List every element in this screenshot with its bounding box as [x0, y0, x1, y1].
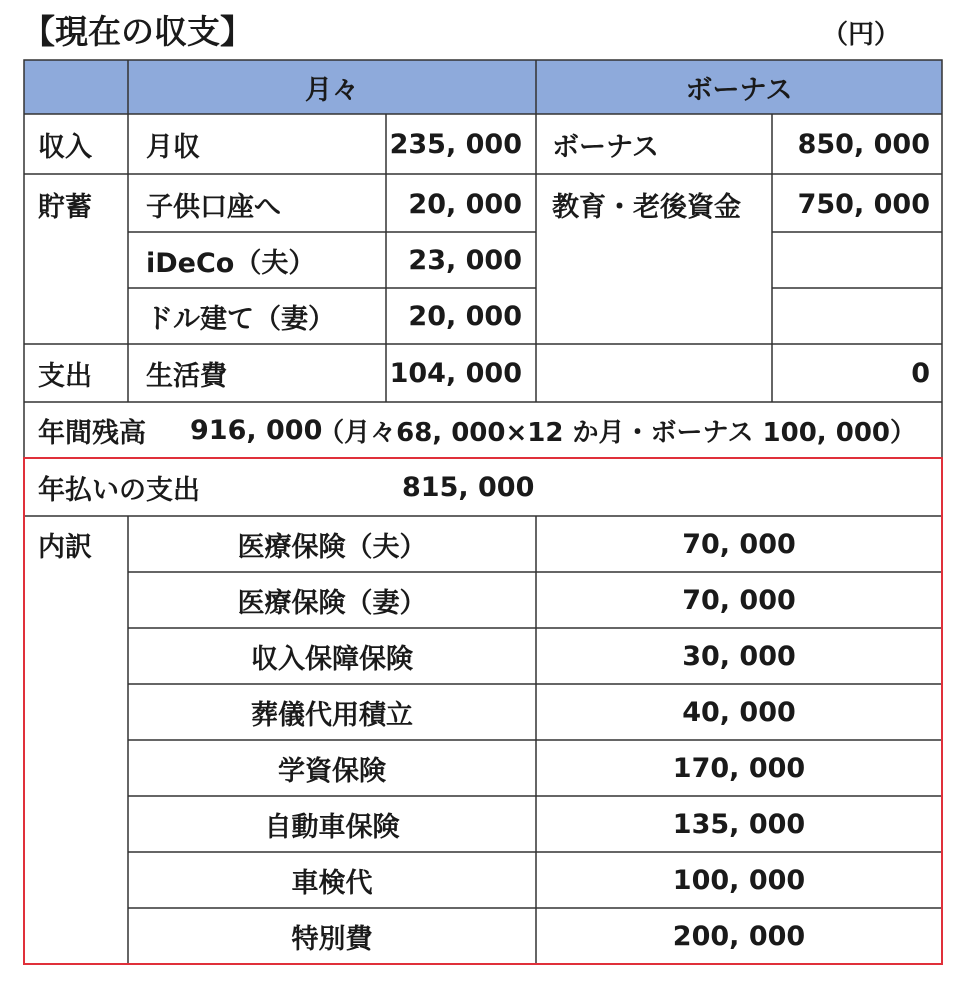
expense-value: 104, 000	[389, 357, 522, 389]
savings-bonus-label: 教育・老後資金	[552, 191, 741, 223]
breakdown-item-value: 30, 000	[682, 640, 796, 672]
breakdown-item-label: 収入保障保険	[251, 643, 413, 675]
expense-label: 生活費	[146, 360, 227, 392]
savings-value: 23, 000	[408, 244, 522, 276]
bonus-label: ボーナス	[552, 131, 659, 163]
breakdown-item-label: 医療保険（妻）	[237, 587, 427, 619]
annual-label: 年払いの支出	[38, 474, 200, 506]
expense-category: 支出	[38, 360, 92, 392]
income-label: 月収	[146, 131, 200, 163]
header-bonus: ボーナス	[685, 74, 793, 106]
breakdown-item-value: 40, 000	[682, 696, 796, 728]
header-monthly: 月々	[305, 74, 359, 106]
expense-bonus-value: 0	[911, 357, 930, 389]
breakdown-label: 内訳	[38, 531, 92, 563]
balance-label: 年間残高	[38, 417, 146, 449]
balance-value: 916, 000	[190, 414, 323, 446]
savings-label: 子供口座へ	[146, 191, 281, 223]
breakdown-item-label: 特別費	[291, 923, 373, 955]
annual-value: 815, 000	[402, 471, 535, 503]
balance-note: （月々68, 000×12 か月・ボーナス 100, 000）	[318, 417, 916, 448]
breakdown-item-value: 200, 000	[672, 920, 806, 952]
savings-value: 20, 000	[408, 188, 522, 220]
breakdown-item-value: 70, 000	[682, 584, 796, 616]
breakdown-item-value: 70, 000	[682, 528, 796, 560]
breakdown-item-label: 自動車保険	[264, 811, 400, 843]
breakdown-item-value: 170, 000	[672, 752, 806, 784]
savings-category: 貯蓄	[38, 191, 92, 223]
bonus-value: 850, 000	[797, 128, 930, 160]
income-value: 235, 000	[389, 128, 522, 160]
breakdown-item-label: 葬儀代用積立	[251, 699, 413, 731]
page-title: 【現在の収支】	[22, 12, 253, 51]
income-category: 収入	[38, 131, 92, 163]
breakdown-item-label: 学資保険	[278, 755, 386, 787]
savings-label: ドル建て（妻）	[146, 303, 335, 335]
unit-label: （円）	[822, 20, 901, 50]
breakdown-item-label: 車検代	[291, 867, 373, 899]
savings-value: 20, 000	[408, 300, 522, 332]
savings-label: iDeCo（夫）	[146, 247, 316, 279]
breakdown-item-label: 医療保険（夫）	[237, 531, 427, 563]
breakdown-item-value: 135, 000	[672, 808, 806, 840]
savings-bonus-value: 750, 000	[797, 188, 930, 220]
breakdown-item-value: 100, 000	[672, 864, 806, 896]
